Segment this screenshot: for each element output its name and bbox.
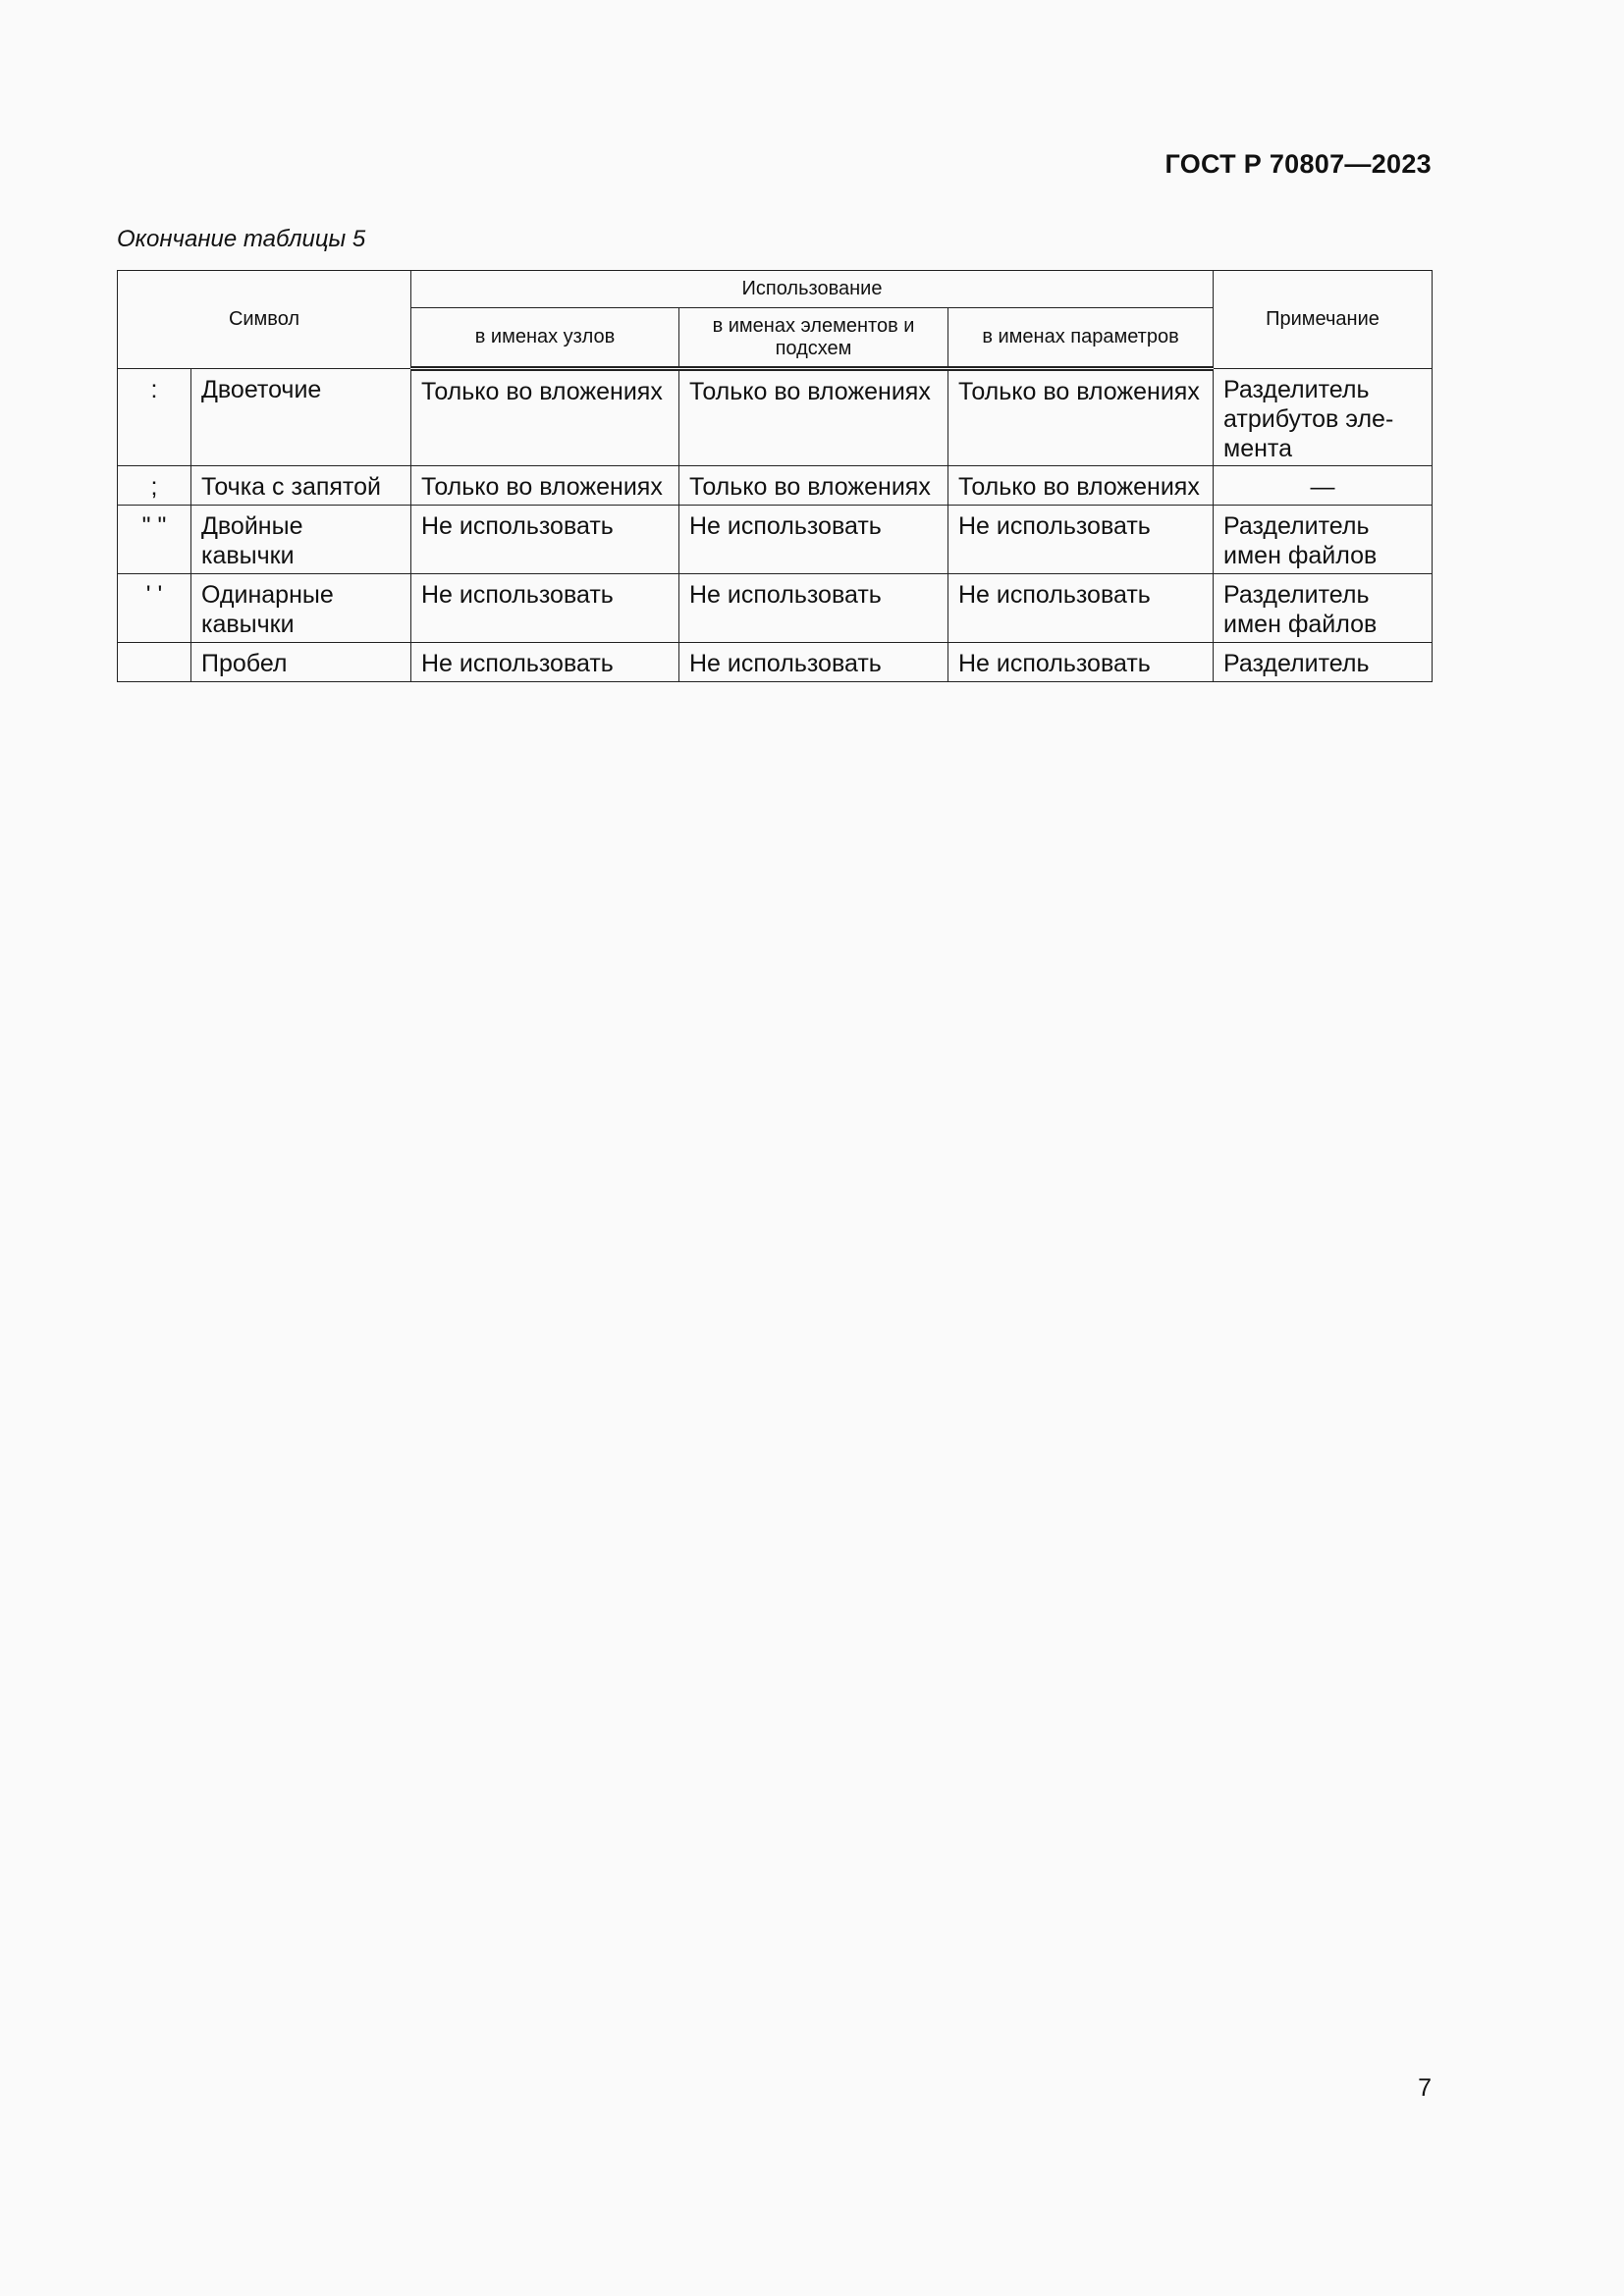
table-row <box>118 643 1433 682</box>
usage-params-cell: Не использовать <box>948 643 1214 682</box>
page-number: 7 <box>1418 2074 1432 2102</box>
document-code: ГОСТ Р 70807—2023 <box>1164 149 1432 179</box>
table-row <box>118 466 1433 506</box>
header-note: Примечание <box>1214 271 1433 369</box>
note-cell: — <box>1214 466 1433 506</box>
usage-params-cell: Только во вложениях <box>948 369 1214 466</box>
usage-elements-cell: Не использовать <box>679 574 948 643</box>
note-cell: Разделитель атрибутов эле-мента <box>1214 369 1433 466</box>
usage-elements-cell: Не использовать <box>679 643 948 682</box>
symbol-cell: ' ' <box>118 574 191 643</box>
table-row <box>118 506 1433 574</box>
header-usage: Использование <box>411 271 1214 308</box>
symbol-name-cell: Точка с запятой <box>191 466 411 506</box>
note-cell: Разделитель имен файлов <box>1214 506 1433 574</box>
table-row <box>118 369 1433 466</box>
table-row <box>118 574 1433 643</box>
header-usage-elements: в именах элементов и подсхем <box>679 308 948 369</box>
symbol-cell: : <box>118 369 191 466</box>
usage-nodes-cell: Не использовать <box>411 574 679 643</box>
symbol-name-cell: Одинарные кавычки <box>191 574 411 643</box>
usage-nodes-cell: Не использовать <box>411 643 679 682</box>
symbol-cell: " " <box>118 506 191 574</box>
symbol-name-cell: Пробел <box>191 643 411 682</box>
usage-params-cell: Не использовать <box>948 574 1214 643</box>
symbol-name-cell: Двойные кавычки <box>191 506 411 574</box>
usage-elements-cell: Только во вложениях <box>679 369 948 466</box>
usage-nodes-cell: Только во вложениях <box>411 466 679 506</box>
note-cell: Разделитель имен файлов <box>1214 574 1433 643</box>
table-caption: Окончание таблицы 5 <box>117 226 366 252</box>
symbol-cell: ; <box>118 466 191 506</box>
header-usage-params: в именах параметров <box>948 308 1214 369</box>
usage-nodes-cell: Не использовать <box>411 506 679 574</box>
note-cell: Разделитель <box>1214 643 1433 682</box>
header-symbol: Символ <box>118 271 411 369</box>
usage-nodes-cell: Только во вложениях <box>411 369 679 466</box>
usage-params-cell: Только во вложениях <box>948 466 1214 506</box>
usage-elements-cell: Не использовать <box>679 506 948 574</box>
symbol-usage-table <box>117 270 1433 682</box>
header-usage-nodes: в именах узлов <box>411 308 679 369</box>
usage-elements-cell: Только во вложениях <box>679 466 948 506</box>
symbol-name-cell: Двоеточие <box>191 369 411 466</box>
usage-params-cell: Не использовать <box>948 506 1214 574</box>
symbol-cell <box>118 643 191 682</box>
